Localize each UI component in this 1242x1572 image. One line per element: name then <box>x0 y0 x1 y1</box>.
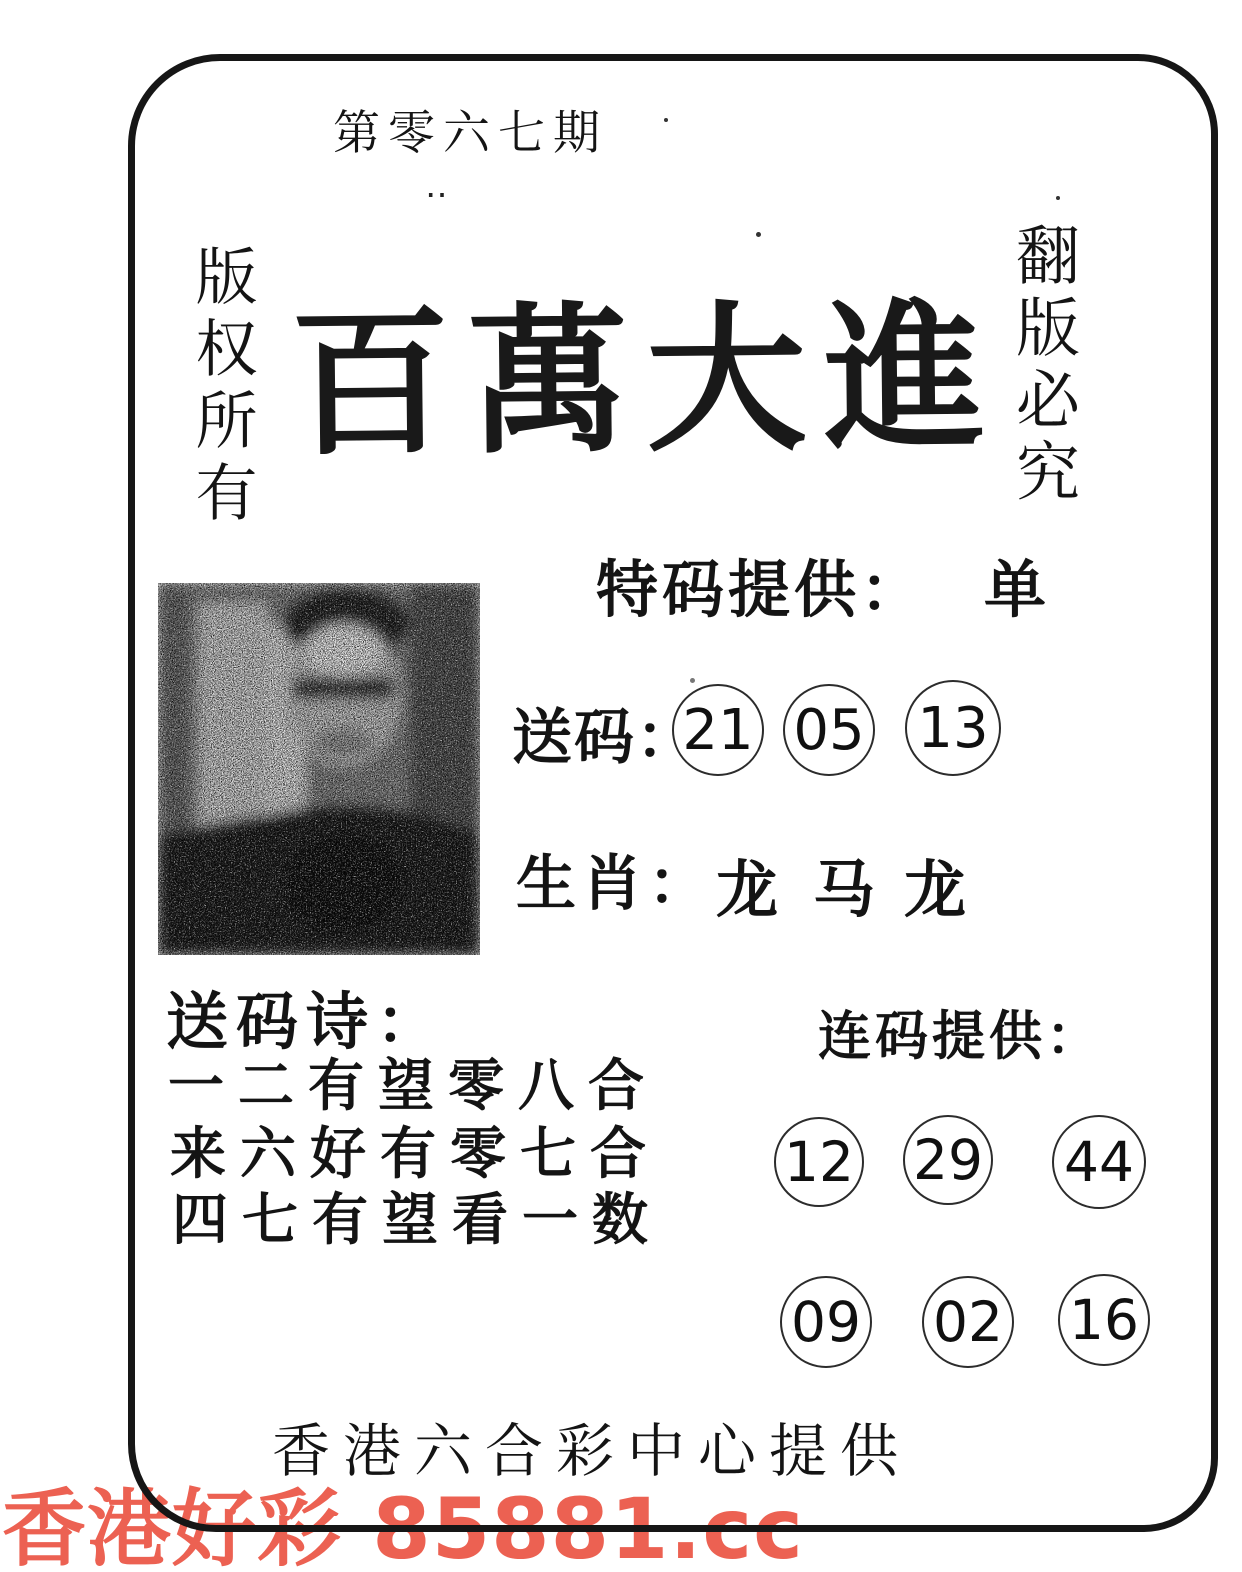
special-code-value: 单 <box>984 557 1051 625</box>
scan-dots: ‥ <box>425 167 458 205</box>
consecutive-number-circle: 44 <box>1052 1115 1146 1209</box>
gift-number-circle: 05 <box>783 684 875 776</box>
scan-speck <box>690 678 695 683</box>
provider-text: 香港六合彩中心提供 <box>272 1419 912 1484</box>
consecutive-number-circle: 02 <box>922 1276 1014 1368</box>
zodiac-value: 龙 <box>904 857 967 925</box>
gift-number-circle: 21 <box>672 684 764 776</box>
poem-title: 送码诗： <box>166 989 447 1057</box>
scan-speck <box>756 232 761 237</box>
scan-speck <box>1056 196 1060 200</box>
special-code-label: 特码提供： <box>596 557 927 625</box>
scan-speck <box>664 118 668 122</box>
issue-number: 第零六七期 <box>333 106 608 159</box>
zodiac-label: 生肖： <box>516 851 714 917</box>
portrait-photo <box>158 583 480 955</box>
consecutive-number-circle: 12 <box>774 1117 864 1207</box>
page-title: 百萬大進 <box>289 282 1004 478</box>
copyright-vertical-text: 版权所有 <box>186 244 254 532</box>
consecutive-number-circle: 29 <box>903 1115 993 1205</box>
consecutive-number-circle: 16 <box>1058 1274 1150 1366</box>
antipiracy-vertical-text: 翻版必究 <box>1007 222 1078 510</box>
poem-line: 四七有望看一数 <box>172 1190 662 1252</box>
zodiac-value: 马 <box>813 857 876 925</box>
zodiac-value: 龙 <box>716 857 779 925</box>
poem-line: 来六好有零七合 <box>170 1124 660 1186</box>
special-code-row <box>596 540 1050 629</box>
gift-code-label: 送码： <box>512 705 698 771</box>
consecutive-codes-label: 连码提供： <box>818 1008 1103 1066</box>
gift-number-circle: 13 <box>905 680 1001 776</box>
watermark-text: 香港好彩 85881.cc <box>2 1480 804 1572</box>
consecutive-number-circle: 09 <box>780 1276 872 1368</box>
poem-line: 一二有望零八合 <box>168 1056 658 1118</box>
